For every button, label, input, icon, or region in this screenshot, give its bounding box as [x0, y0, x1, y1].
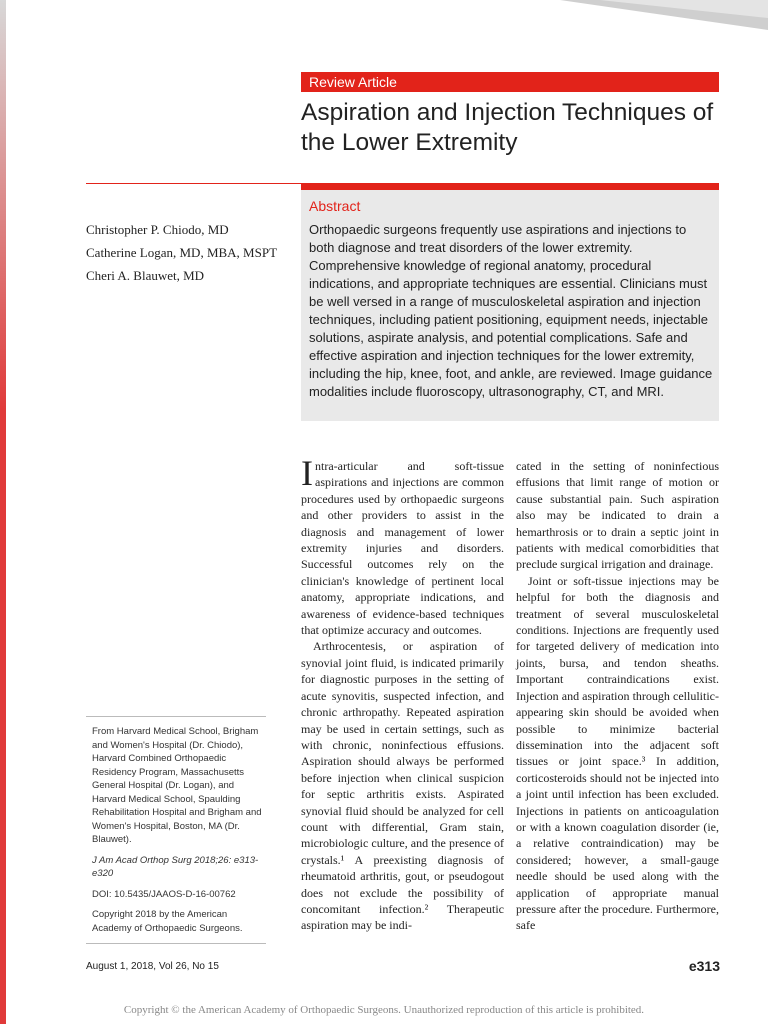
body-text: ntra-articular and soft-tissue aspirations and injections are common procedures used by orthopaedic surgeons and other providers to assist in the diagnosis and management of lower extremity injuries and disorders. Successful outcomes rely on the clinician's knowledge of pertinent local anatomy, appropriate indications, and awareness of evidence-based techniques that optimize accuracy and outcomes.	[301, 459, 504, 638]
copyright-notice: Copyright © the American Academy of Orthopaedic Surgeons. Unauthorized reproduction of this article is prohibited.	[123, 1004, 645, 1016]
body-paragraph: Joint or soft-tissue injections may be helpful for both the diagnosis and treatment of several musculoskeletal conditions. Injections are frequently used for targeted delivery of medication into joints, bursa, and tendon sheaths. Important contraindications exist. Injection and aspiration through cellulitic-appearing skin should be avoided when possible to minimize bacterial dissemination into the adjacent soft tissues or joint space.³ In addition, corticosteroids should not be injected into a joint until infection has been excluded. Injections in patients on anticoagulation or with a known coagulation disorder (ie, a relative contraindication) may be considered; however, a small-gauge needle should be used along with the application of appropriate manual pressure after the procedure. Furthermore, safe	[516, 573, 719, 933]
page-number: e313	[688, 958, 720, 974]
author-name: Christopher P. Chiodo, MD	[86, 222, 229, 237]
author-list	[86, 221, 286, 290]
body-column-1	[301, 453, 504, 934]
author-name: Cheri A. Blauwet, MD	[86, 268, 205, 283]
section-label: Review Article	[301, 72, 719, 92]
issue-info: August 1, 2018, Vol 26, No 15	[86, 961, 219, 972]
page-curl-decoration	[0, 0, 768, 60]
abstract-box	[301, 183, 719, 421]
page-edge-decoration	[0, 0, 6, 1024]
body-column-2	[516, 458, 719, 934]
body-paragraph: cated in the setting of noninfectious effusions that limit range of motion or cause substantial pain. Such aspiration also may be indicated to drain a hemarthrosis or to drain a septic joint in patients with medical comorbidities that preclude surgical irrigation and drainage.	[516, 459, 719, 572]
body-paragraph: Arthrocentesis, or aspiration of synovial joint fluid, is indicated primarily for diagnostic purposes in the setting of acute synovitis, suspected infection, and chronic arthropathy. Repeated aspiration may be used in certain settings, such as with chronic, noninfectious effusions. Aspiration should always be performed before injection when clinical suspicion for septic arthritis exists. Aspirated synovial fluid should be analyzed for cell count with differential, Gram stain, microbiologic culture, and the presence of crystals.¹ A preexisting diagnosis of rheumatoid arthritis, gout, or pseudogout does not exclude the possibility of concomitant infection.² Therapeutic aspiration may be indi-	[301, 639, 504, 933]
abstract-heading: Abstract	[309, 198, 361, 214]
copyright-text: Copyright 2018 by the American Academy of Orthopaedic Surgeons.	[92, 909, 243, 934]
article-title: Aspiration and Injection Techniques of the Lower Extremity	[301, 99, 714, 156]
author-name: Catherine Logan, MD, MBA, MSPT	[86, 245, 278, 260]
doi-text: DOI: 10.5435/JAAOS-D-16-00762	[92, 888, 236, 900]
affiliation-text: From Harvard Medical School, Brigham and Women's Hospital (Dr. Chiodo), Harvard Combined Orthopaedic Residency Program, Massachusetts General Hospital (Dr. Logan), and Harvard Medical School, Spaulding Rehabilitation Hospital and Brigham and Women's Hospital, Boston, MA (Dr. Blauwet).	[92, 726, 262, 845]
drop-cap: I	[301, 453, 313, 493]
journal-citation: J Am Acad Orthop Surg 2018;26: e313-e320	[92, 854, 259, 879]
body-paragraph	[301, 453, 504, 638]
abstract-text: Orthopaedic surgeons frequently use aspirations and injections to both diagnose and treat disorders of the lower extremity. Comprehensive knowledge of regional anatomy, procedural indications, and appropriate techniques are essential. Clinicians must be well versed in a range of musculoskeletal aspiration and injection techniques, including patient positioning, equipment needs, injectable solutions, aspirate analysis, and potential complications. Safe and effective aspiration and injection techniques for the lower extremity, including the hip, knee, foot, and ankle, are reviewed. Image guidance modalities include fluoroscopy, ultrasonography, CT, and MRI.	[309, 222, 713, 399]
divider	[86, 183, 302, 184]
affiliation-box	[86, 716, 266, 944]
